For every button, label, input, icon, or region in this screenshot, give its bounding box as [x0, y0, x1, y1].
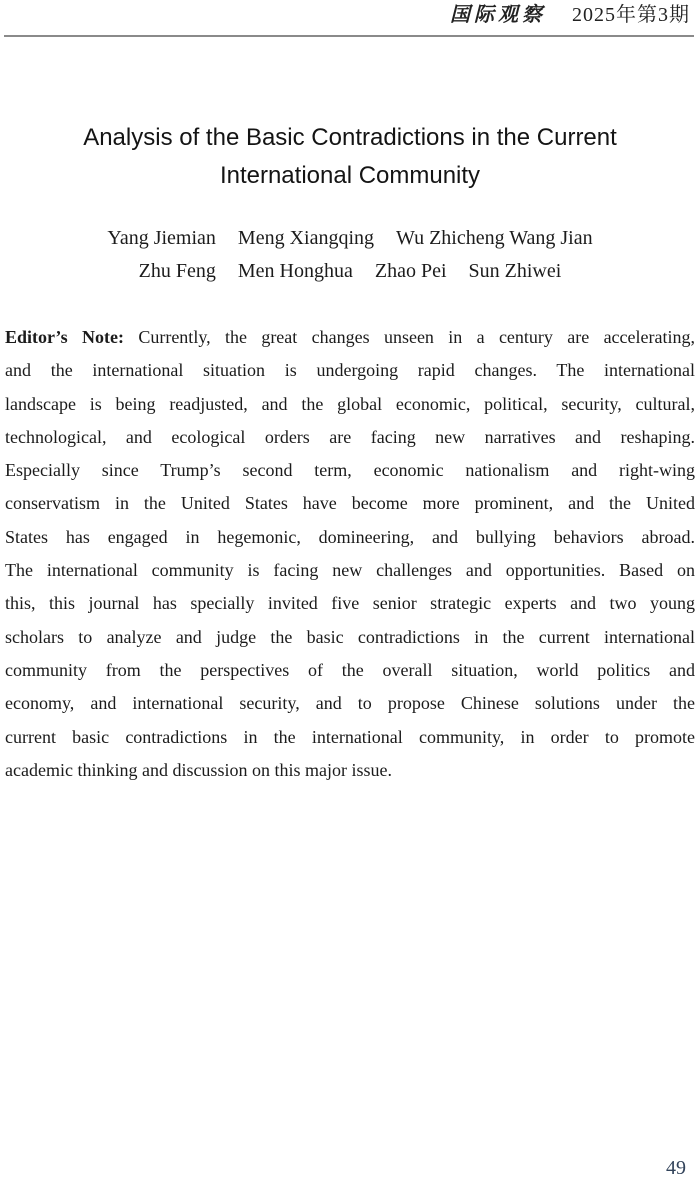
author-name: Men Honghua [237, 260, 353, 282]
editors-note-line: current basic contradictions in the international community, in order to promote [5, 726, 695, 747]
editors-note-line: and the international situation is undergoing rapid changes. The international [5, 360, 695, 381]
issue-label: 2025年第3期 [572, 4, 690, 26]
editors-note-line: conservatism in the United States have become more prominent, and the United [5, 493, 695, 514]
author-name: Meng Xiangqing [237, 227, 374, 249]
article-title-line1: Analysis of the Basic Contradictions in the Current [83, 124, 617, 151]
author-list [0, 222, 700, 288]
editors-note-line: scholars to analyze and judge the basic contradictions in the current international [5, 626, 695, 647]
author-name: Yang Jiemian [107, 227, 216, 249]
editors-note-line: this, this journal has specially invited five senior strategic experts and two young [5, 593, 695, 614]
editors-note-line: technological, and ecological orders are facing new narratives and reshaping. [5, 426, 695, 447]
page-number: 49 [666, 1157, 686, 1179]
article-title [0, 119, 700, 195]
journal-name: 国际观察 [450, 4, 546, 26]
editors-note-line: Especially since Trump’s second term, economic nationalism and right-wing [5, 460, 695, 481]
page-header [450, 3, 690, 27]
editors-note-line: community from the perspectives of the overall situation, world politics and [5, 659, 695, 680]
editors-note-line: academic thinking and discussion on this major issue. [5, 759, 392, 780]
author-row-1 [0, 222, 700, 255]
editors-note-label: Editor’s Note: [5, 327, 124, 347]
header-divider [4, 35, 694, 37]
author-name: Zhao Pei [374, 260, 447, 282]
editors-note-line: economy, and international security, and to propose Chinese solutions under the [5, 693, 695, 714]
editors-note-line: landscape is being readjusted, and the global economic, political, security, cultural, [5, 393, 695, 414]
editors-note-text: Currently, the great changes unseen in a century are accelerating, [138, 327, 696, 347]
author-name: Sun Zhiwei [468, 260, 562, 282]
author-name: Zhu Feng [138, 260, 216, 282]
editors-note-line: States has engaged in hegemonic, domineering, and bullying behaviors abroad. [5, 526, 695, 547]
editors-note-line: The international community is facing new challenges and opportunities. Based on [5, 560, 695, 581]
author-name: Wu Zhicheng Wang Jian [396, 227, 593, 249]
author-row-2 [0, 255, 700, 288]
editors-note-line [5, 321, 695, 354]
article-title-line2: International Community [219, 162, 481, 189]
editors-note [5, 321, 695, 787]
